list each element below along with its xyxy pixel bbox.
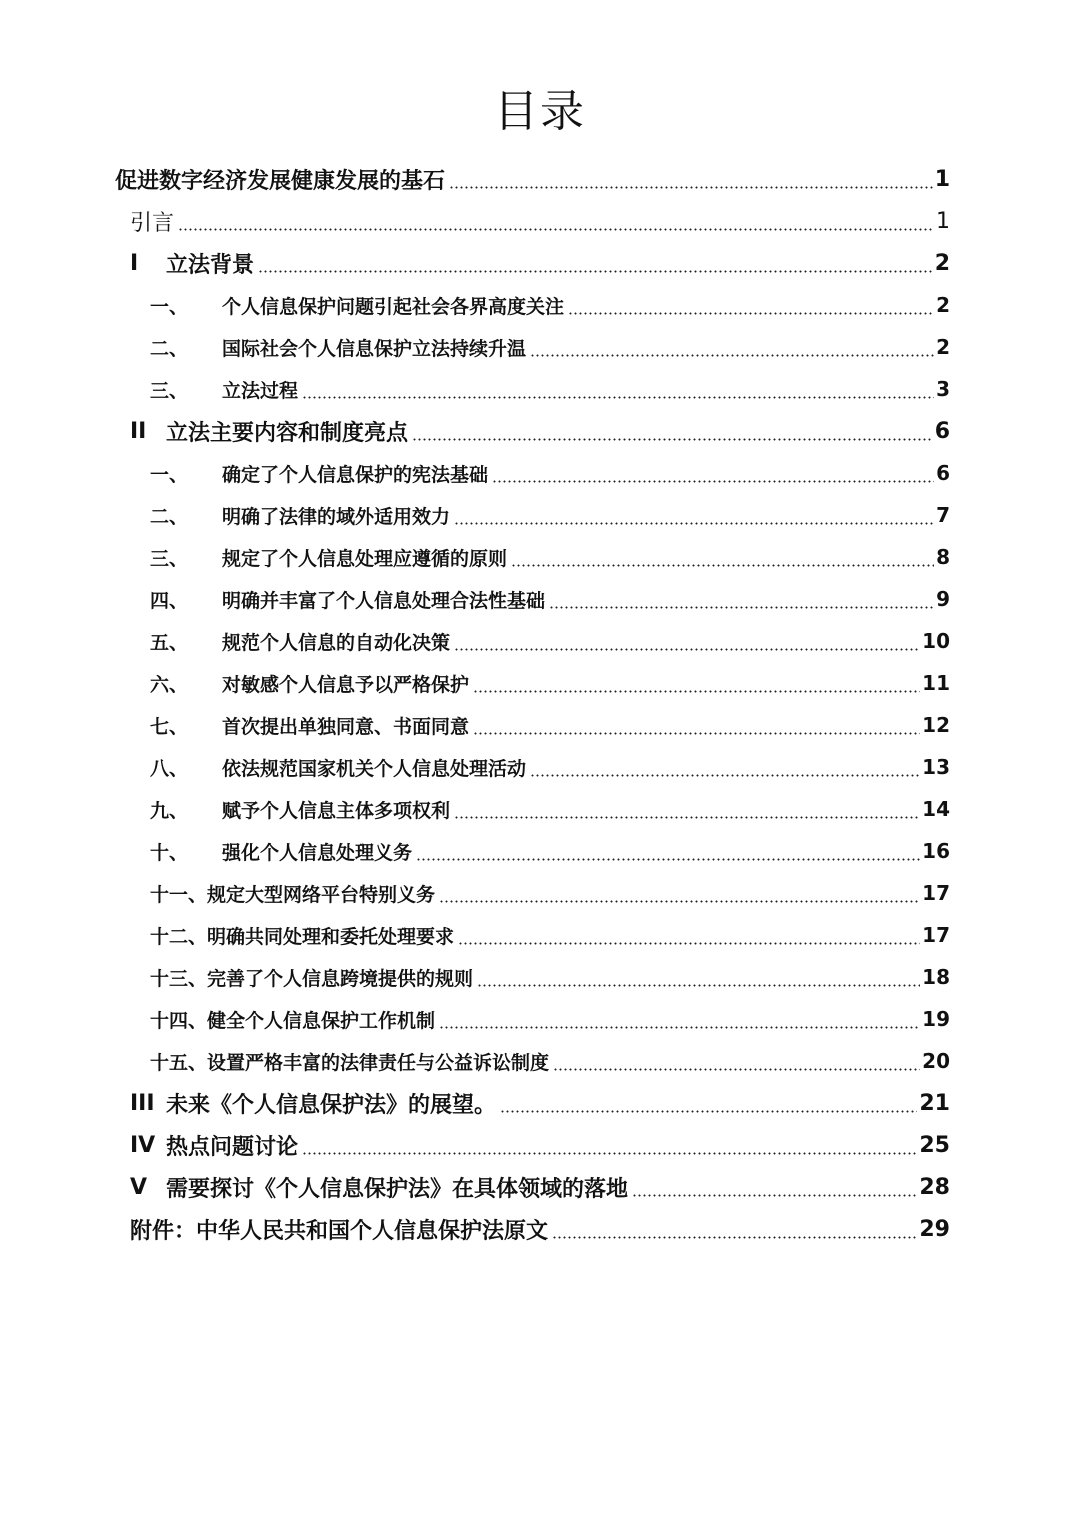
toc-chapter-3[interactable] [0,1082,1080,1124]
toc-entry-text: 引言 [130,210,175,236]
toc-item[interactable] [0,284,1080,326]
toc-page-number: 11 [922,671,950,695]
toc-page-number: 9 [936,587,950,611]
toc-entry-text: 立法过程 [222,379,299,402]
toc-page-number: 10 [922,629,950,653]
toc-item-number: 七、 [150,715,189,738]
toc-leader-dots [552,1236,917,1239]
toc-page-number: 14 [922,797,950,821]
toc-item[interactable] [0,956,1080,998]
toc-item[interactable] [0,452,1080,494]
toc-entry-text: 健全个人信息保护工作机制 [207,1009,436,1032]
toc-item[interactable] [0,368,1080,410]
toc-page-number: 12 [922,713,950,737]
toc-entry-text: 确定了个人信息保护的宪法基础 [222,463,489,486]
toc-page-number: 1 [936,208,950,234]
toc-page-number: 2 [936,335,950,359]
toc-item[interactable] [0,914,1080,956]
toc-item[interactable] [0,746,1080,788]
toc-item[interactable] [0,998,1080,1040]
toc-item[interactable] [0,662,1080,704]
toc-leader-dots [632,1194,917,1197]
toc-page-number: 17 [922,923,950,947]
toc-leader-dots [477,984,920,987]
toc-entry-text: 需要探讨《个人信息保护法》在具体领域的落地 [166,1176,629,1202]
toc-entry-text: 立法背景 [166,252,255,278]
toc-page-number: 19 [922,1007,950,1031]
toc-page-number: 1 [934,166,950,192]
toc-leader-dots [511,564,934,567]
toc-entry-text: 规定了个人信息处理应遵循的原则 [222,547,508,570]
toc-item-number: 十三、 [150,967,208,990]
toc-page-number: 25 [919,1132,950,1158]
toc-item-number: 六、 [150,673,189,696]
toc-page-number: 20 [922,1049,950,1073]
toc-page-number: 16 [922,839,950,863]
toc-leader-dots [302,396,934,399]
toc-entry-text: 完善了个人信息跨境提供的规则 [207,967,474,990]
toc-page-number: 21 [919,1090,950,1116]
toc-item[interactable] [0,704,1080,746]
toc-item[interactable] [0,1040,1080,1082]
toc-leader-dots [553,1068,920,1071]
toc-leader-dots [178,228,934,231]
toc-item-number: 十二、 [150,925,208,948]
toc-item[interactable] [0,872,1080,914]
toc-leader-dots [454,648,920,651]
toc-entry-text: 未来《个人信息保护法》的展望。 [166,1092,497,1118]
toc-page-number: 3 [936,377,950,401]
toc-entry-text: 规范个人信息的自动化决策 [222,631,451,654]
toc-leader-dots [549,606,934,609]
toc-entry-text: 明确并丰富了个人信息处理合法性基础 [222,589,546,612]
toc-page-number: 28 [919,1174,950,1200]
toc-item[interactable] [0,620,1080,662]
toc-leader-dots [258,270,933,273]
toc-entry-text: 立法主要内容和制度亮点 [166,420,409,446]
toc-entry-text: 明确了法律的域外适用效力 [222,505,451,528]
toc-chapter-2[interactable] [0,410,1080,452]
toc-item[interactable] [0,536,1080,578]
toc-entry-text: 设置严格丰富的法律责任与公益诉讼制度 [207,1051,550,1074]
toc-item-number: 十一、 [150,883,208,906]
toc-page-number: 13 [922,755,950,779]
toc-item[interactable] [0,494,1080,536]
toc-leader-dots [500,1110,917,1113]
toc-item-number: 九、 [150,799,189,822]
toc-item-number: 十四、 [150,1009,208,1032]
toc-entry-text: 强化个人信息处理义务 [222,841,413,864]
toc-chapter-4[interactable] [0,1124,1080,1166]
toc-leader-dots [458,942,920,945]
toc-chapter-1[interactable] [0,242,1080,284]
toc-item[interactable] [0,326,1080,368]
toc-page-number: 2 [936,293,950,317]
toc-item-number: 一、 [150,295,189,318]
toc-leader-dots [492,480,934,483]
toc-entry-text: 热点问题讨论 [166,1134,299,1160]
toc-item-number: 一、 [150,463,189,486]
toc-appendix[interactable] [0,1208,1080,1250]
toc-page-number: 2 [934,250,950,276]
toc-item[interactable] [0,788,1080,830]
toc-entry-text: 依法规范国家机关个人信息处理活动 [222,757,527,780]
toc-page-number: 29 [919,1216,950,1242]
toc-entry-text: 首次提出单独同意、书面同意 [222,715,470,738]
toc-item-number: 三、 [150,379,189,402]
toc-leader-dots [416,858,920,861]
toc-item-number: 五、 [150,631,189,654]
toc-chapter-number: I [130,250,139,276]
toc-leader-dots [454,522,934,525]
toc-page-number: 18 [922,965,950,989]
toc-page-number: 6 [934,418,950,444]
toc-item-number: 十五、 [150,1051,208,1074]
toc-entry-text: 明确共同处理和委托处理要求 [207,925,455,948]
toc-leader-dots [473,690,920,693]
toc-entry-intro[interactable] [0,200,1080,242]
toc-leader-dots [412,438,933,441]
toc-entry-text: 国际社会个人信息保护立法持续升温 [222,337,527,360]
toc-leader-dots [568,312,934,315]
toc-leader-dots [530,774,920,777]
page-title: 目录 [494,86,586,137]
toc-page-number: 7 [936,503,950,527]
toc-entry-text: 个人信息保护问题引起社会各界高度关注 [222,295,565,318]
toc-chapter-number: II [130,418,147,444]
toc-chapter-number: V [130,1174,148,1200]
toc-page-number: 17 [922,881,950,905]
toc-leader-dots [530,354,934,357]
toc-entry-text: 赋予个人信息主体多项权利 [222,799,451,822]
toc-item-number: 八、 [150,757,189,780]
toc-leader-dots [454,816,920,819]
toc-entry-text: 促进数字经济发展健康发展的基石 [115,168,446,194]
toc-item[interactable] [0,578,1080,620]
toc-page-number: 6 [936,461,950,485]
toc-entry-text: 对敏感个人信息予以严格保护 [222,673,470,696]
toc-leader-dots [302,1152,917,1155]
toc-page-number: 8 [936,545,950,569]
toc-leader-dots [449,186,933,189]
toc-item-number: 十、 [150,841,189,864]
toc-item-number: 三、 [150,547,189,570]
toc-leader-dots [473,732,920,735]
toc-entry-text: 附件：中华人民共和国个人信息保护法原文 [130,1218,549,1244]
toc-leader-dots [439,1026,920,1029]
toc-heading[interactable] [0,158,1080,200]
toc-chapter-number: IV [130,1132,156,1158]
toc-leader-dots [439,900,920,903]
toc-item-number: 二、 [150,505,189,528]
toc-item-number: 四、 [150,589,189,612]
toc-chapter-number: III [130,1090,155,1116]
toc-entry-text: 规定大型网络平台特别义务 [207,883,436,906]
toc-item-number: 二、 [150,337,189,360]
table-of-contents [0,158,1080,1250]
toc-item[interactable] [0,830,1080,872]
toc-chapter-5[interactable] [0,1166,1080,1208]
